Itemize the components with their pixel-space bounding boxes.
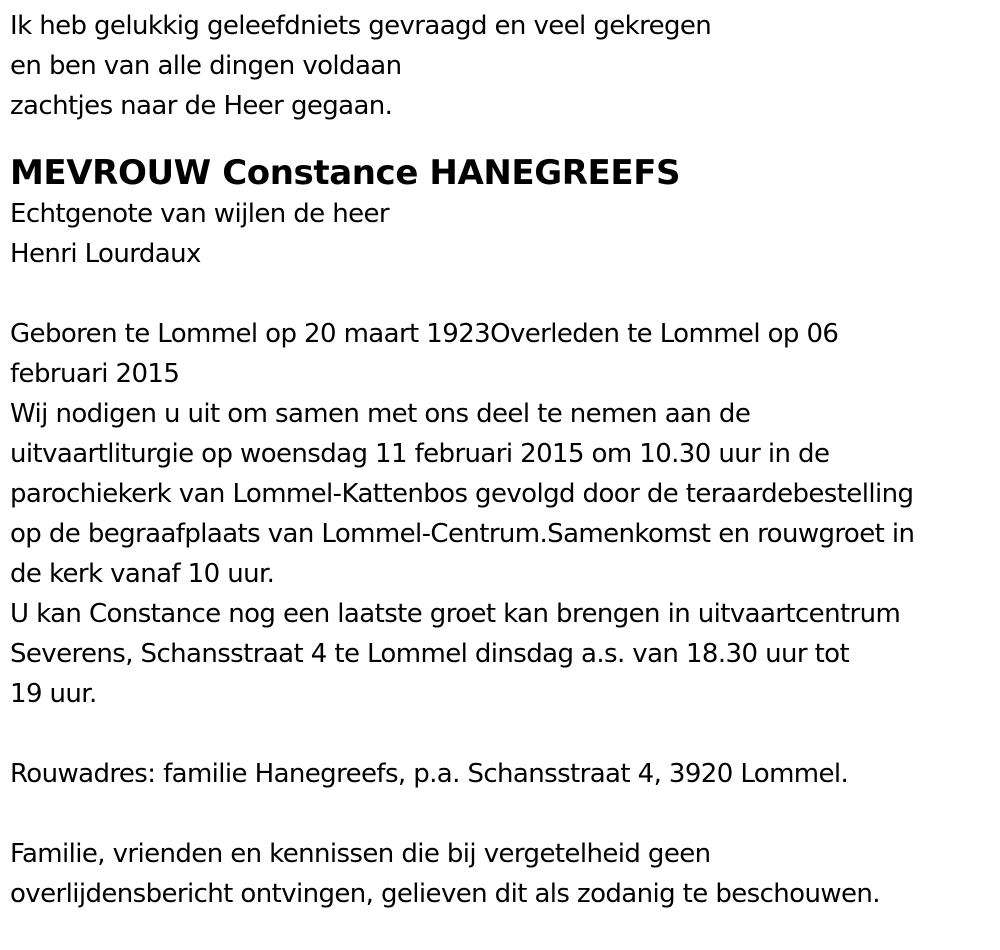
details-line: Severens, Schansstraat 4 te Lommel dinsdag a.s. van 18.30 uur tot [10,639,850,669]
spouse-line: Echtgenote van wijlen de heer [10,199,389,229]
poem-line: en ben van alle dingen voldaan [10,51,402,81]
details-line: Wij nodigen u uit om samen met ons deel te nemen aan de [10,399,751,429]
spacer [10,794,1000,834]
poem [10,6,1000,126]
details-line: Geboren te Lommel op 20 maart 1923Overleden te Lommel op 06 [10,319,839,349]
details-line: op de begraafplaats van Lommel-Centrum.Samenkomst en rouwgroet in [10,519,915,549]
details-line: 19 uur. [10,679,97,709]
details-line: U kan Constance nog een laatste groet kan brengen in uitvaartcentrum [10,599,901,629]
closing-block [10,834,1000,914]
details-line: de kerk vanaf 10 uur. [10,559,275,589]
closing-line: Familie, vrienden en kennissen die bij vergetelheid geen [10,839,711,869]
deceased-name: MEVROUW Constance HANEGREEFS [10,153,681,193]
details-line: parochiekerk van Lommel-Kattenbos gevolgd door de teraardebestelling [10,479,914,509]
spouse-line: Henri Lourdaux [10,239,201,269]
poem-line: Ik heb gelukkig geleefdniets gevraagd en veel gekregen [10,11,712,41]
details-line: februari 2015 [10,359,180,389]
address-block [10,754,1000,794]
deceased-block [10,148,1000,274]
poem-line: zachtjes naar de Heer gegaan. [10,91,393,121]
spacer [10,274,1000,314]
closing-line: overlijdensbericht ontvingen, gelieven dit als zodanig te beschouwen. [10,879,880,909]
details-line: uitvaartliturgie op woensdag 11 februari 2015 om 10.30 uur in de [10,439,830,469]
mourning-address: Rouwadres: familie Hanegreefs, p.a. Schansstraat 4, 3920 Lommel. [10,759,849,789]
details-block [10,314,1000,714]
spacer [10,714,1000,754]
